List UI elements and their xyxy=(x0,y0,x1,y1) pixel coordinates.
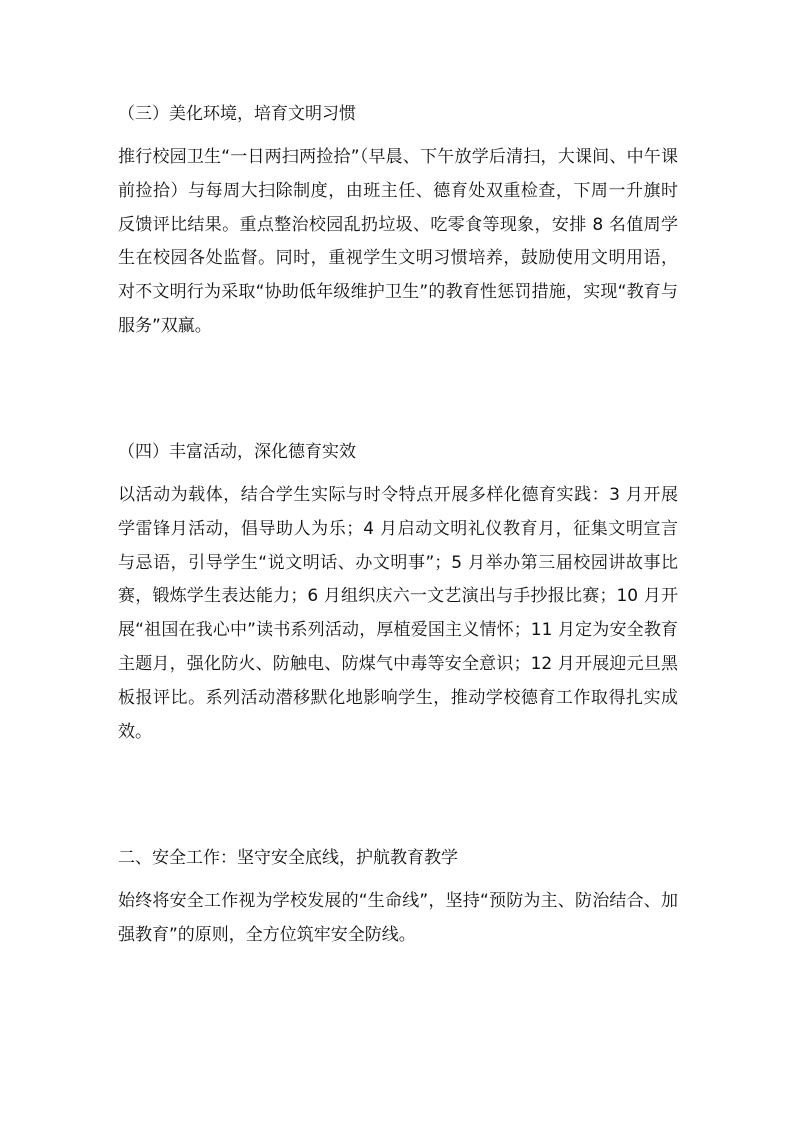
section-safety-work xyxy=(118,847,678,953)
section-paragraph: 推行校园卫生“一日两扫两捡拾”（早晨、下午放学后清扫，大课间、中午课前捡拾）与每周大扫除制度，由班主任、德育处双重检查，下周一升旗时反馈评比结果。重点整治校园乱扔垃圾、吃零食等现象，安排 8 名值周学生在校园各处监督。同时，重视学生文明习惯培养，鼓励使用文明用语，对不文明行为采取“协助低年级维护卫生”的教育性惩罚措施，实现“教育与服务”双赢。 xyxy=(118,147,678,336)
section-heading: 二、安全工作：坚守安全底线，护航教育教学 xyxy=(118,848,458,868)
section-enrich-activities xyxy=(118,441,678,749)
section-heading: （三）美化环境，培育文明习惯 xyxy=(118,104,356,124)
section-heading: （四）丰富活动，深化德育实效 xyxy=(118,442,356,462)
section-beautify-environment xyxy=(118,103,678,344)
section-paragraph: 以活动为载体，结合学生实际与时令特点开展多样化德育实践：3 月开展学雷锋月活动，倡导助人为乐；4 月启动文明礼仪教育月，征集文明宣言与忌语，引导学生“说文明话、办文明事”；5 月举办第三届校园讲故事比赛，锻炼学生表达能力；6 月组织庆六一文艺演出与手抄报比赛；10 月开展“祖国在我心中”读书系列活动，厚植爱国主义情怀；11 月定为安全教育主题月，强化防火、防触电、防煤气中毒等安全意识；12 月开展迎元旦黑板报评比。系列活动潜移默化地影响学生，推动学校德育工作取得扎实成效。 xyxy=(118,485,678,742)
section-paragraph: 始终将安全工作视为学校发展的“生命线”，坚持“预防为主、防治结合、加强教育”的原则，全方位筑牢安全防线。 xyxy=(118,891,678,945)
